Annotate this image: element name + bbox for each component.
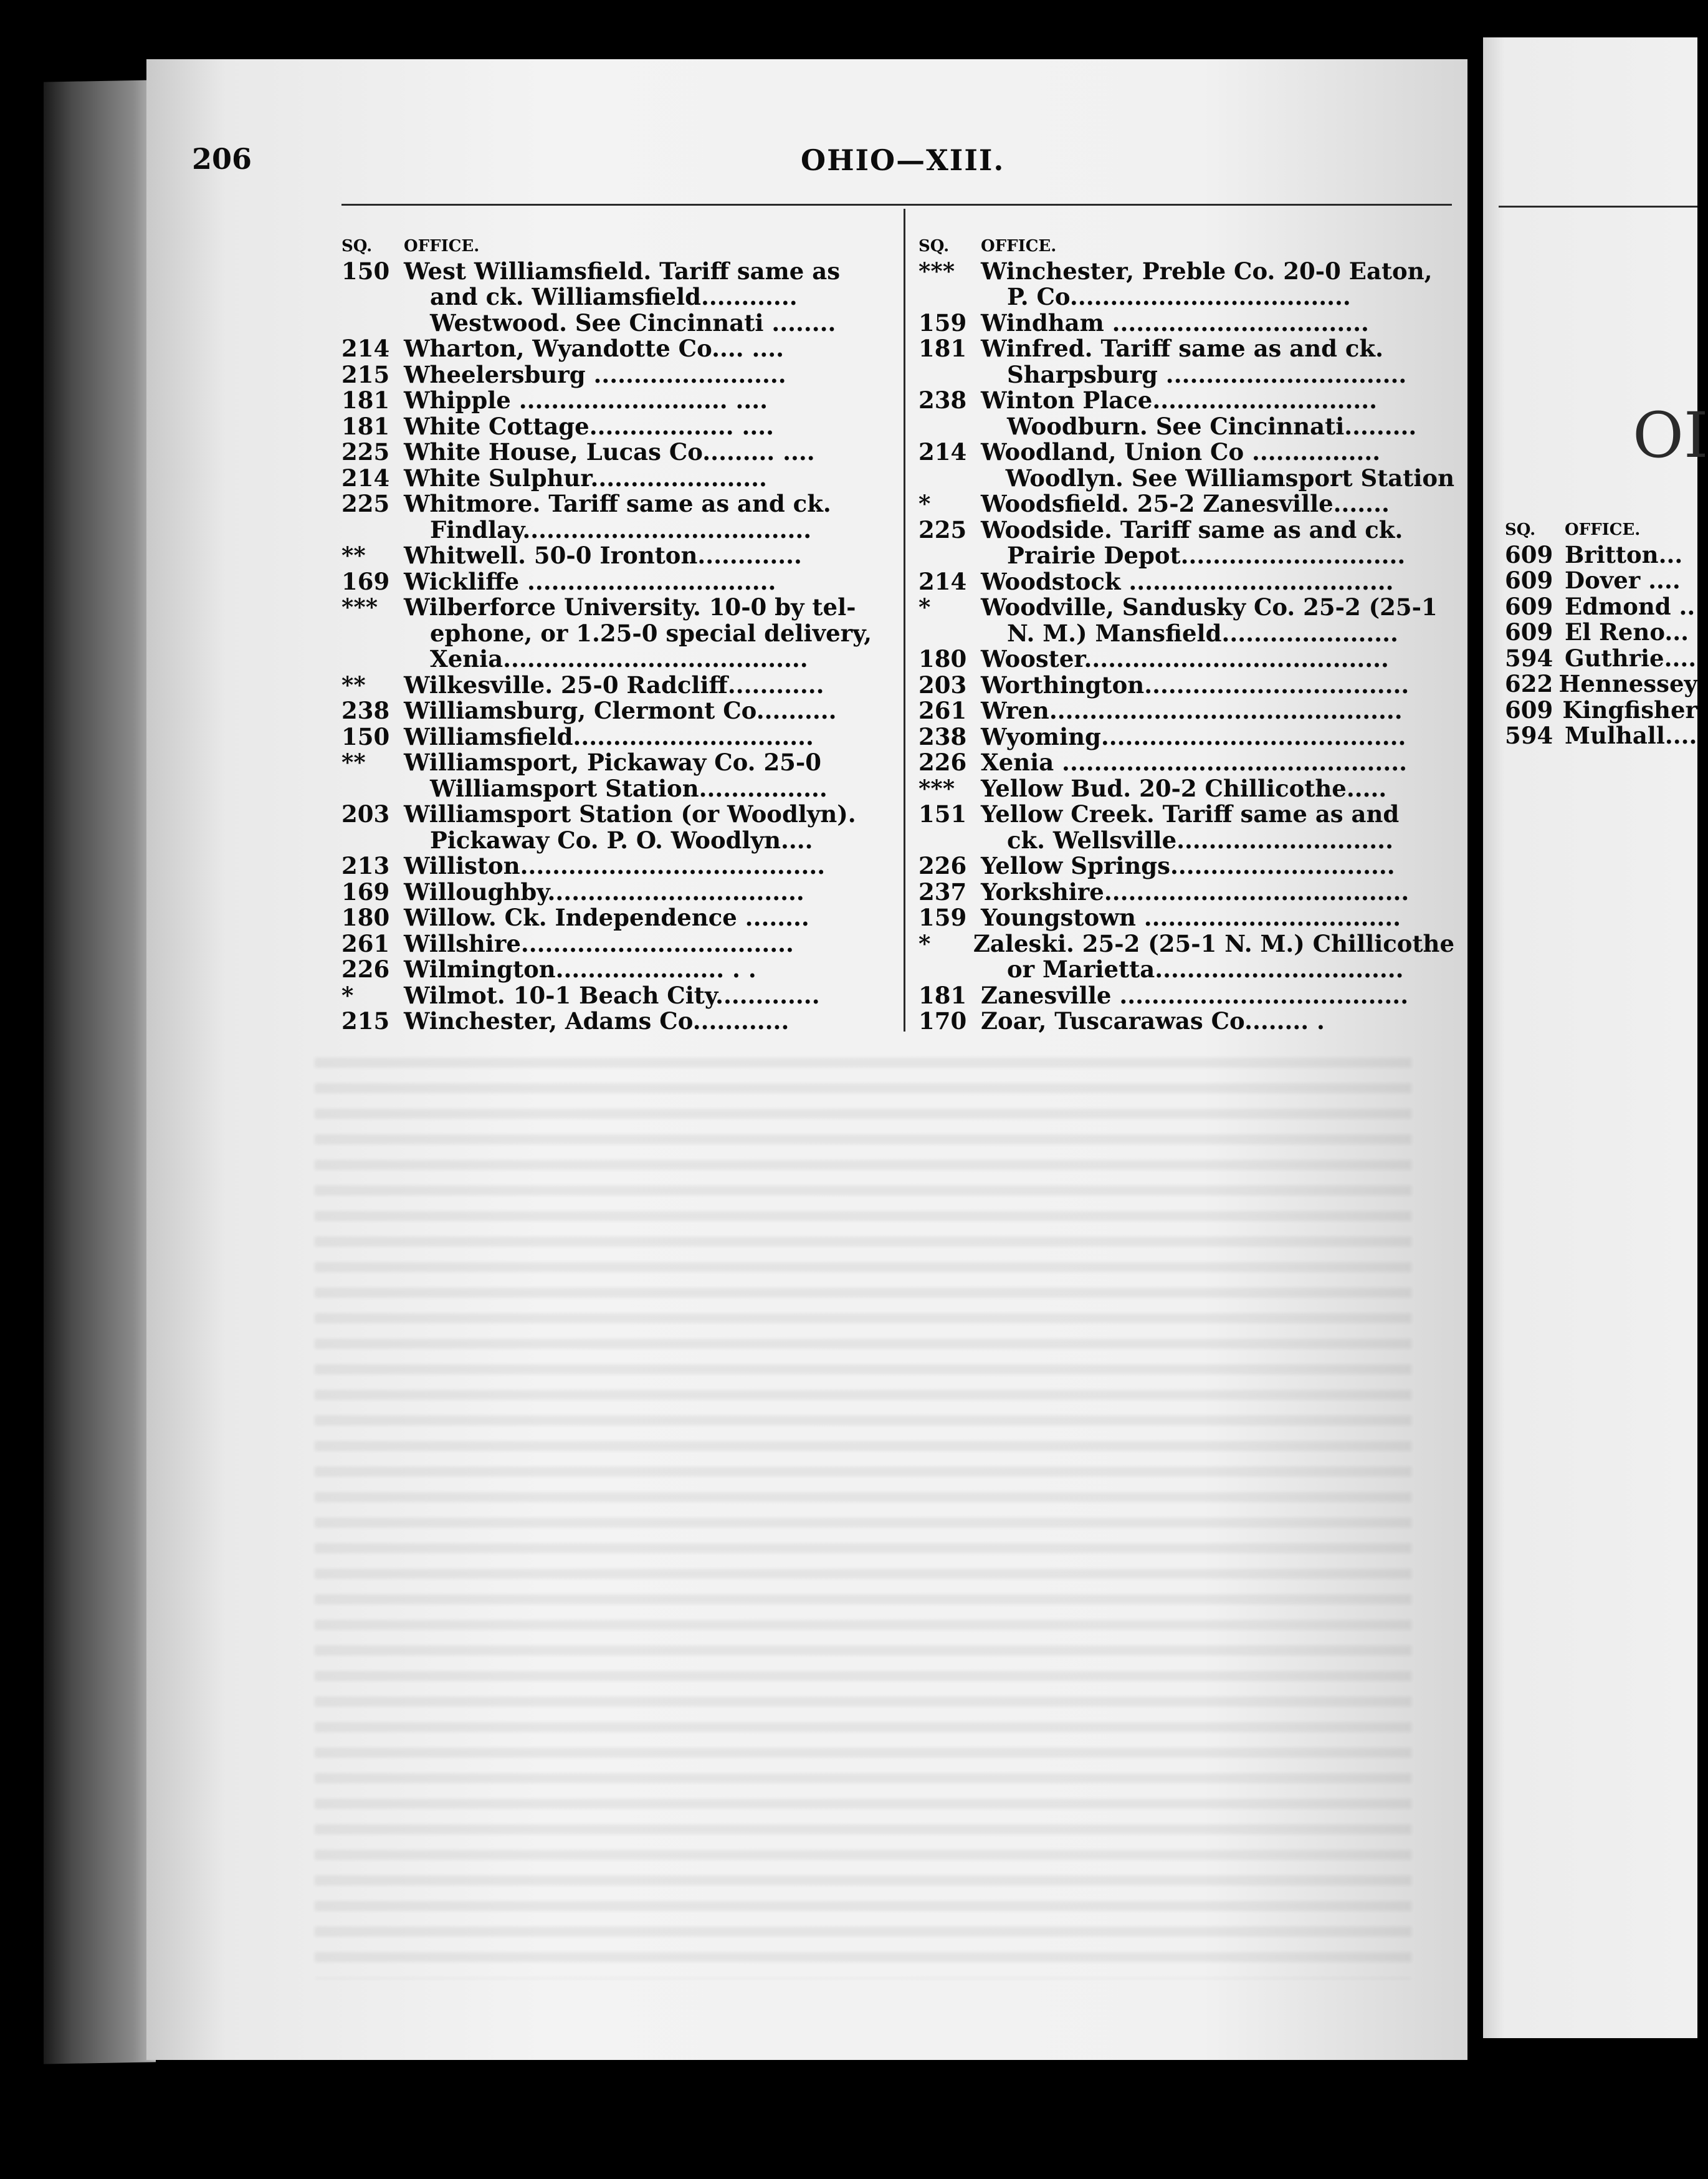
sq-number: 609 bbox=[1505, 618, 1553, 646]
office-entry: Williston...................................... bbox=[404, 852, 826, 880]
column-header bbox=[1505, 514, 1697, 539]
sq-number: *** bbox=[918, 257, 955, 285]
list-item bbox=[1505, 593, 1697, 620]
office-entry: Zanesville .................................... bbox=[981, 981, 1409, 1009]
list-item-continuation bbox=[918, 543, 1454, 569]
sq-number: 226 bbox=[918, 852, 967, 880]
list-item bbox=[918, 1008, 1454, 1035]
list-item bbox=[1505, 645, 1697, 671]
office-entry: and ck. Williamsfield............ bbox=[430, 283, 798, 311]
office-entry: Prairie Depot............................ bbox=[1007, 542, 1406, 570]
office-entry: Williamsport Station (or Woodlyn). bbox=[404, 800, 856, 828]
list-item bbox=[341, 802, 877, 828]
list-item bbox=[918, 982, 1454, 1008]
sq-number: 225 bbox=[918, 515, 967, 544]
list-item bbox=[918, 905, 1454, 931]
sq-number: 203 bbox=[918, 671, 967, 699]
show-through-texture bbox=[315, 1044, 1411, 1979]
office-entry: Yellow Springs............................ bbox=[981, 852, 1395, 880]
list-item bbox=[1505, 671, 1697, 697]
office-entry: Woodville, Sandusky Co. 25-2 (25-1 bbox=[981, 593, 1438, 621]
office-entry: Woodlyn. See Williamsport Station bbox=[1005, 464, 1454, 492]
right-page-heading: OI bbox=[1633, 399, 1708, 472]
office-entry: El Reno... bbox=[1565, 618, 1689, 646]
office-entry: or Marietta............................... bbox=[1007, 955, 1404, 984]
sq-number: 609 bbox=[1505, 696, 1553, 724]
sq-number: 169 bbox=[341, 878, 390, 906]
list-item bbox=[918, 517, 1454, 543]
office-entry: Yellow Bud. 20-2 Chillicothe..... bbox=[981, 774, 1387, 802]
list-item-continuation bbox=[341, 775, 877, 802]
sq-number: 261 bbox=[918, 697, 967, 725]
list-item bbox=[918, 724, 1454, 750]
office-entry: Woodburn. See Cincinnati......... bbox=[1007, 412, 1417, 440]
list-item bbox=[341, 595, 877, 621]
office-entry: Willshire.................................. bbox=[404, 929, 794, 957]
list-item-continuation bbox=[341, 827, 877, 853]
office-entry: Xenia ........................................... bbox=[981, 749, 1407, 777]
sq-number: 180 bbox=[341, 904, 390, 932]
list-item bbox=[341, 724, 877, 750]
office-entry: White Sulphur...................... bbox=[404, 464, 767, 492]
right-page-header-rule bbox=[1499, 206, 1697, 208]
office-entry: Wren............................................ bbox=[981, 697, 1403, 725]
list-item bbox=[918, 336, 1454, 362]
sq-number: * bbox=[918, 593, 931, 621]
sq-number: 159 bbox=[918, 904, 967, 932]
office-entry: Williamsfield.............................. bbox=[404, 722, 814, 750]
list-item bbox=[341, 982, 877, 1008]
column-header bbox=[341, 231, 877, 256]
column-divider bbox=[904, 209, 905, 1032]
sq-number: 226 bbox=[918, 749, 967, 777]
list-item-continuation bbox=[341, 620, 877, 646]
office-entry: Findlay.................................... bbox=[430, 515, 812, 544]
office-entry: White Cottage.................. .... bbox=[404, 412, 774, 440]
sq-number: * bbox=[341, 981, 354, 1009]
office-entry: Dover .... bbox=[1565, 567, 1681, 595]
sq-number: 170 bbox=[918, 1007, 967, 1035]
office-entry: Whitmore. Tariff same as and ck. bbox=[404, 490, 831, 518]
sq-number: 214 bbox=[918, 567, 967, 595]
office-header: OFFICE. bbox=[404, 237, 480, 256]
sq-header: SQ. bbox=[918, 237, 950, 256]
office-entry: Woodsfield. 25-2 Zanesville....... bbox=[981, 490, 1390, 518]
sq-number: 594 bbox=[1505, 722, 1553, 750]
list-item bbox=[341, 1008, 877, 1035]
header-rule bbox=[341, 204, 1452, 206]
list-item bbox=[341, 491, 877, 517]
page-number: 206 bbox=[192, 142, 252, 176]
right-page-column bbox=[1505, 514, 1697, 749]
sq-header: SQ. bbox=[1505, 520, 1536, 539]
list-item bbox=[1505, 723, 1697, 749]
list-item-continuation bbox=[341, 284, 877, 310]
page-title: OHIO—XIII. bbox=[801, 143, 1005, 177]
sq-number: 213 bbox=[341, 852, 390, 880]
sq-number: 594 bbox=[1505, 644, 1553, 672]
sq-number: 609 bbox=[1505, 592, 1553, 620]
office-entry: Wyoming...................................... bbox=[981, 722, 1406, 750]
sq-number: ** bbox=[341, 671, 366, 699]
sq-number: 215 bbox=[341, 360, 390, 388]
office-entry: N. M.) Mansfield...................... bbox=[1007, 619, 1398, 647]
office-entry: Williamsport, Pickaway Co. 25-0 bbox=[404, 749, 822, 777]
right-page bbox=[1483, 37, 1697, 2038]
list-item bbox=[918, 750, 1454, 776]
list-item bbox=[341, 258, 877, 284]
list-item bbox=[1505, 542, 1697, 568]
list-item bbox=[918, 698, 1454, 724]
list-item-continuation bbox=[918, 413, 1454, 439]
office-entry: Willoughby................................ bbox=[404, 878, 804, 906]
office-entry: Kingfisher bbox=[1562, 696, 1697, 724]
office-entry: White House, Lucas Co......... .... bbox=[404, 438, 815, 466]
sq-number: 181 bbox=[341, 412, 390, 440]
office-entry: Winfred. Tariff same as and ck. bbox=[981, 335, 1383, 363]
office-entry: Edmond .. bbox=[1565, 592, 1696, 620]
sq-number: 237 bbox=[918, 878, 967, 906]
sq-number: 226 bbox=[341, 955, 390, 984]
list-item bbox=[341, 879, 877, 905]
office-entry: Mulhall.... bbox=[1565, 722, 1697, 750]
office-entry: Willow. Ck. Independence ........ bbox=[404, 904, 809, 932]
office-entry: Wilmot. 10-1 Beach City............. bbox=[404, 981, 820, 1009]
list-item bbox=[918, 672, 1454, 698]
list-item bbox=[341, 362, 877, 388]
office-entry: Pickaway Co. P. O. Woodlyn.... bbox=[430, 826, 813, 854]
list-item bbox=[918, 439, 1454, 466]
office-entry: Whitwell. 50-0 Ironton............. bbox=[404, 542, 802, 570]
sq-number: 215 bbox=[341, 1007, 390, 1035]
office-entry: Williamsburg, Clermont Co.......... bbox=[404, 697, 837, 725]
list-item bbox=[341, 413, 877, 439]
list-item bbox=[918, 931, 1454, 957]
office-entry: Williamsport Station................ bbox=[430, 774, 828, 802]
list-item bbox=[1505, 697, 1697, 723]
list-item bbox=[341, 931, 877, 957]
list-item bbox=[918, 258, 1454, 284]
list-item-continuation bbox=[918, 620, 1454, 646]
office-entry: Winton Place............................ bbox=[981, 386, 1378, 414]
list-item bbox=[918, 802, 1454, 828]
office-entry: Guthrie.... bbox=[1565, 644, 1697, 672]
office-entry: Britton... bbox=[1565, 540, 1683, 568]
right-page-rows bbox=[1505, 542, 1697, 749]
left-rows bbox=[341, 258, 877, 1034]
right-column bbox=[918, 231, 1454, 1034]
sq-number: ** bbox=[341, 542, 366, 570]
list-item bbox=[341, 750, 877, 776]
list-item bbox=[341, 439, 877, 466]
sq-number: 150 bbox=[341, 722, 390, 750]
list-item bbox=[1505, 620, 1697, 646]
list-item bbox=[341, 465, 877, 491]
office-entry: Woodside. Tariff same as and ck. bbox=[981, 515, 1403, 544]
office-entry: Woodstock ................................. bbox=[981, 567, 1394, 595]
sq-number: 169 bbox=[341, 567, 390, 595]
office-header: OFFICE. bbox=[1565, 520, 1641, 539]
sq-header: SQ. bbox=[341, 237, 373, 256]
list-item-continuation bbox=[918, 957, 1454, 983]
sq-number: *** bbox=[341, 593, 378, 621]
list-item bbox=[341, 957, 877, 983]
list-item-continuation bbox=[918, 827, 1454, 853]
sq-number: 238 bbox=[918, 386, 967, 414]
sq-number: 181 bbox=[918, 335, 967, 363]
list-item bbox=[341, 336, 877, 362]
office-entry: Winchester, Preble Co. 20-0 Eaton, bbox=[981, 257, 1433, 285]
list-item-continuation bbox=[341, 310, 877, 336]
office-entry: Sharpsburg .............................. bbox=[1007, 360, 1407, 388]
office-entry: Wheelersburg ........................ bbox=[404, 360, 786, 388]
office-entry: West Williamsfield. Tariff same as bbox=[404, 257, 841, 285]
sq-number: 225 bbox=[341, 438, 390, 466]
sq-number: 203 bbox=[341, 800, 390, 828]
office-entry: Wharton, Wyandotte Co.... .... bbox=[404, 335, 785, 363]
sq-number: 180 bbox=[918, 645, 967, 673]
sq-number: 214 bbox=[341, 335, 390, 363]
sq-number: 609 bbox=[1505, 567, 1553, 595]
sq-number: 181 bbox=[341, 386, 390, 414]
sq-number: ** bbox=[341, 749, 366, 777]
list-item bbox=[341, 698, 877, 724]
office-entry: Whipple .......................... .... bbox=[404, 386, 768, 414]
sq-number: 159 bbox=[918, 309, 967, 337]
office-entry: Xenia...................................... bbox=[430, 645, 808, 673]
office-entry: Windham ................................ bbox=[981, 309, 1369, 337]
list-item bbox=[341, 905, 877, 931]
office-entry: Worthington................................. bbox=[981, 671, 1410, 699]
list-item bbox=[918, 775, 1454, 802]
sq-number: 181 bbox=[918, 981, 967, 1009]
office-entry: Hennessey bbox=[1558, 670, 1697, 698]
sq-number: 151 bbox=[918, 800, 967, 828]
list-item-continuation bbox=[918, 465, 1454, 491]
office-entry: Youngstown ................................ bbox=[981, 904, 1401, 932]
sq-number: 609 bbox=[1505, 540, 1553, 568]
list-item-continuation bbox=[341, 517, 877, 543]
list-item bbox=[918, 646, 1454, 673]
list-item bbox=[341, 853, 877, 879]
list-item bbox=[918, 853, 1454, 879]
sq-number: 622 bbox=[1505, 670, 1553, 698]
office-entry: Wickliffe ............................... bbox=[404, 567, 776, 595]
list-item bbox=[918, 568, 1454, 595]
column-header bbox=[918, 231, 1454, 256]
sq-number: 150 bbox=[341, 257, 390, 285]
sq-number: 238 bbox=[918, 722, 967, 750]
sq-number: 214 bbox=[918, 438, 967, 466]
office-entry: Westwood. See Cincinnati ........ bbox=[430, 309, 836, 337]
office-entry: Woodland, Union Co ................ bbox=[981, 438, 1381, 466]
list-item bbox=[918, 595, 1454, 621]
sq-number: 214 bbox=[341, 464, 390, 492]
office-entry: Wilmington..................... . . bbox=[404, 955, 756, 984]
list-item bbox=[918, 491, 1454, 517]
list-item bbox=[341, 543, 877, 569]
sq-number: 225 bbox=[341, 490, 390, 518]
left-column bbox=[341, 231, 877, 1034]
office-entry: Zoar, Tuscarawas Co........ . bbox=[981, 1007, 1325, 1035]
office-entry: P. Co................................... bbox=[1007, 283, 1351, 311]
list-item bbox=[1505, 568, 1697, 594]
sq-number: * bbox=[918, 929, 931, 957]
sq-number: 261 bbox=[341, 929, 390, 957]
list-item bbox=[341, 388, 877, 414]
sq-number: 238 bbox=[341, 697, 390, 725]
office-entry: Wilkesville. 25-0 Radcliff............ bbox=[404, 671, 824, 699]
office-entry: Wilberforce University. 10-0 by tel- bbox=[404, 593, 856, 621]
list-item bbox=[918, 879, 1454, 905]
office-entry: Yorkshire...................................... bbox=[981, 878, 1410, 906]
sq-number: *** bbox=[918, 774, 955, 802]
list-item bbox=[918, 310, 1454, 336]
office-entry: Zaleski. 25-2 (25-1 N. M.) Chillicothe bbox=[973, 929, 1454, 957]
office-entry: Wooster...................................... bbox=[981, 645, 1389, 673]
list-item bbox=[341, 568, 877, 595]
book-spine bbox=[44, 80, 156, 2064]
office-entry: ephone, or 1.25-0 special delivery, bbox=[430, 619, 872, 647]
list-item-continuation bbox=[341, 646, 877, 673]
list-item-continuation bbox=[918, 284, 1454, 310]
list-item bbox=[918, 388, 1454, 414]
office-header: OFFICE. bbox=[981, 237, 1057, 256]
list-item-continuation bbox=[918, 362, 1454, 388]
right-rows bbox=[918, 258, 1454, 1034]
office-entry: Yellow Creek. Tariff same as and bbox=[981, 800, 1400, 828]
sq-number: * bbox=[918, 490, 931, 518]
office-entry: Winchester, Adams Co............ bbox=[404, 1007, 790, 1035]
list-item bbox=[341, 672, 877, 698]
office-entry: ck. Wellsville........................... bbox=[1007, 826, 1393, 854]
